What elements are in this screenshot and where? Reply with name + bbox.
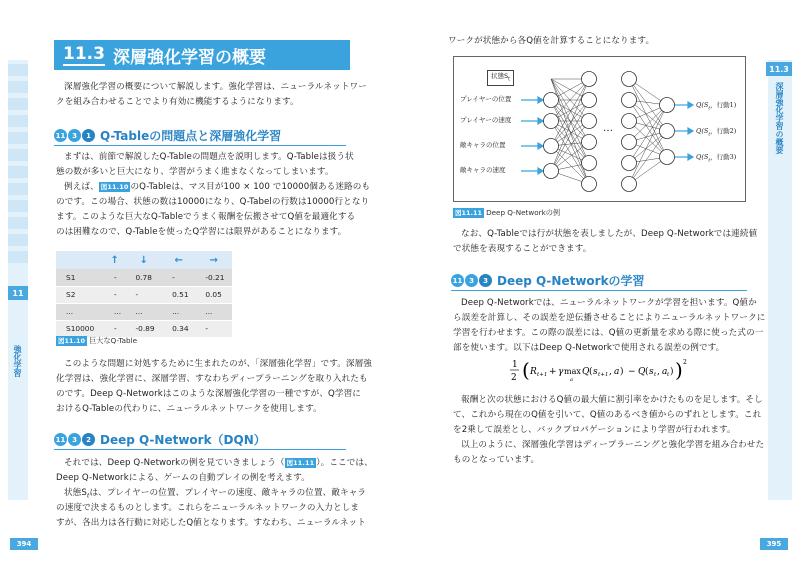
output-label-3: $Q(S_t$，行動3) [696,153,737,164]
right-para1-line-1: なお、Q-Tableでは行が状態を表しましたが、Deep Q-Networkでは連続値 [461,229,758,239]
sub2-line-3a: 状態S [64,488,87,498]
table-cell: 0.05 [195,286,232,303]
svg-text:R: R [530,367,537,377]
subsection-heading-1 [54,126,346,146]
sub3-line-4: 部を使います。以下はDeep Q-Networkで使用される誤差の例です。 [453,343,725,353]
sub1-line-2: 態の数が多いと巨大になり、学習がうまく進まなくなってしまいます。 [56,167,334,177]
right-top-line: ワークが状態から各Q値を計算することになります。 [448,36,655,46]
sub3-line-2: ら誤差を計算し、その誤差を逆伝播させることによりニューラルネットワークに [453,313,766,323]
svg-text:s: s [593,367,598,377]
svg-text:s: s [649,367,654,377]
subsection-heading-3 [451,271,747,291]
table-cell: - [104,320,125,337]
svg-text:−: − [628,367,636,377]
table-row [56,269,232,286]
svg-text:a: a [570,377,573,383]
q-table-header [56,251,232,269]
input-label-3: 敵キャラの位置 [460,141,506,149]
table-cell: ... [56,303,104,320]
subsection-title-3: Deep Q-Networkの学習 [497,274,645,288]
table-cell: - [195,320,232,337]
subsection-heading-2 [54,430,346,450]
table-caption-tag: 図11.10 [58,337,86,345]
state-label-box [487,70,514,86]
state-sub: t [508,76,511,83]
svg-text:,: , [657,367,660,377]
right-para1-line-2: で状態を表現することができます。 [453,244,592,254]
section-title: 深層強化学習の概要 [112,47,266,68]
table-row [56,286,232,303]
table-cell: - [162,269,195,286]
table-cell: - [125,286,162,303]
svg-text:,: , [609,367,612,377]
table-cell: S2 [56,286,104,303]
diagram-caption-text: Deep Q-Networkの例 [486,208,561,217]
svg-text:2: 2 [511,373,517,383]
side-label-right: 深層強化学習の概要 [775,82,784,154]
para2-line-3: のです。Deep Q-Networkはこのような深層強化学習の一種ですが、Q学習に [56,389,361,399]
table-cell: -0.21 [195,269,232,286]
q-table-header-left: ← [162,251,195,269]
q-table-header-up: ↑ [104,251,125,269]
badge-section: 3 [465,274,478,287]
table-cell: S1 [56,269,104,286]
output-label-1: $Q(S_t$，行動1) [696,101,737,112]
output-q-1: Q(S [696,101,709,109]
sub1-line-4: のです。この場合、状態の数は10000になり、Q-Tabelの行数は10000行となり [56,197,370,207]
sub1-line-3b: のQ-Tableは、マス目が100 × 100 で10000個ある迷路のも [130,182,371,192]
chapter-tab-left: 11 [8,286,28,300]
hidden-ellipsis: … [603,123,613,134]
svg-text:a: a [614,367,620,377]
subscript-t: t [86,492,90,500]
badge-section: 3 [68,129,81,142]
sub1-line-3a: 例えば、 [64,182,99,192]
sub1-line-3 [64,180,370,195]
para3-line-3: を2乗して誤差とし、バックプロパゲーションにより学習が行われます。 [453,425,736,435]
svg-text:(: ( [589,367,593,377]
table-cell: ... [104,303,125,320]
svg-text:a: a [662,367,668,377]
section-title-bar [54,40,350,70]
sub3-line-3: 学習を行わせます。この際の誤差には、Q値の更新量を求める際に使った式の一 [453,328,764,338]
badge-sub: 2 [82,433,95,446]
q-table-header-cell [56,251,104,269]
svg-text:max: max [564,367,581,376]
table-cell: S10000 [56,320,104,337]
input-label-2: プレイヤーの速度 [460,116,512,124]
svg-text:(: ( [645,367,649,377]
table-caption-text: 巨大なQ-Table [89,336,138,345]
q-table-header-right: → [195,251,232,269]
output-action-2: ，行動2) [710,127,737,135]
badge-chapter: 11 [451,274,464,287]
sub1-line-6: のは困難なので、Q-Tableを使ったQ学習には限界があることになります。 [56,227,347,237]
svg-text:(: ( [522,358,530,382]
sub2-line-1a: それでは、Deep Q-Networkの例を見ていきましょう（ [64,458,285,468]
table-cell: - [104,269,125,286]
table-cell: ... [125,303,162,320]
table-cell: 0.78 [125,269,162,286]
svg-text:t+1: t+1 [537,372,548,378]
para2-line-1: このような問題に対処するために生まれたのが、「深層強化学習」です。深層強 [64,359,372,369]
sub2-line-2: Deep Q-Networkによる、ゲームの自動プレイの例を考えます。 [56,473,310,483]
q-table [56,251,232,338]
para3-line-5: ものとなっています。 [453,455,540,465]
svg-text:+: + [549,367,557,377]
svg-text:Q: Q [638,367,646,377]
state-label: 状態S [491,72,509,80]
subsection-title-1: Q-Tableの問題点と深層強化学習 [100,129,282,143]
svg-text:Q: Q [582,367,590,377]
input-label-1: プレイヤーの位置 [460,95,512,103]
svg-text:1: 1 [512,360,518,370]
svg-text:): ) [670,367,674,377]
output-q-3: Q(S [696,153,709,161]
dqn-diagram [453,56,746,202]
diagram-caption-tag: 図11.11 [455,209,483,217]
intro-line-2: クを組み合わせることでより有効に機能するようになります。 [56,97,299,107]
table-cell: ... [195,303,232,320]
para3-line-2: て、これから現在のQ値を引いて、Q値のあるべき値からのずれとします。これ [453,410,762,420]
input-label-4: 敵キャラの速度 [460,166,506,174]
diagram-caption [453,208,560,218]
q-table-header-down: ↓ [125,251,162,269]
section-tab-right: 11.3 [766,62,792,76]
page-number-right: 395 [760,538,788,550]
sub2-line-1b: ）。ここでは、 [316,458,373,468]
badge-section: 3 [68,433,81,446]
left-strip-blocks [8,64,28,268]
table-caption [56,336,137,346]
intro-line-1: 深層強化学習の概要について解説します。強化学習は、ニューラルネットワー [64,82,367,92]
output-action-1: ，行動1) [710,101,737,109]
table-row [56,320,232,337]
error-equation-svg [508,356,708,386]
fig-ref-11-11: 図11.11 [286,459,315,467]
sub1-line-5: ます。このような巨大なQ-Tableでうまく報酬を伝搬させてQ値を最適化する [56,212,356,222]
table-cell: ... [162,303,195,320]
output-action-3: ，行動3) [710,153,737,161]
badge-chapter: 11 [54,433,67,446]
table-cell: 0.51 [162,286,195,303]
svg-text:t: t [654,372,657,378]
fig-ref-11-10: 図11.10 [100,183,129,191]
sub2-line-1 [64,456,373,471]
error-equation [508,356,708,389]
svg-text:t+1: t+1 [598,372,609,378]
sub2-line-4: の速度で決まるものとします。これらをニューラルネットワークの入力としま [56,503,360,513]
output-label-2: $Q(S_t$，行動2) [696,127,737,138]
sub1-line-1: まずは、前節で解説したQ-Tableの問題点を説明します。Q-Tableは扱う状 [64,152,354,162]
badge-chapter: 11 [54,129,67,142]
subsection-title-2: Deep Q-Network（DQN） [100,433,266,447]
badge-sub: 1 [82,129,95,142]
badge-sub: 3 [479,274,492,287]
para3-line-4: 以上のように、深層強化学習はディープラーニングと強化学習を組み合わせた [461,440,765,450]
sub2-line-3b: は、プレイヤーの位置、プレイヤーの速度、敵キャラの位置、敵キャラ [89,488,367,498]
para2-line-2: 化学習は、強化学習に、深層学習、すなわちディープラーニングを取り入れたも [56,374,368,384]
svg-text:2: 2 [683,359,687,366]
side-label-left: 強化学習 [13,345,22,377]
output-q-2: Q(S [696,127,709,135]
svg-text:γ: γ [558,367,564,377]
table-cell: - [104,286,125,303]
svg-text:): ) [675,358,683,382]
sub3-line-1: Deep Q-Networkでは、ニューラルネットワークが学習を担います。Q値か [461,298,757,308]
svg-text:t: t [667,372,670,378]
page-number-left: 394 [10,538,38,550]
section-number: 11.3 [63,44,105,64]
para3-line-1: 報酬と次の状態におけるQ値の最大値に割引率をかけたものを足します。そし [461,395,763,405]
table-cell: -0.89 [125,320,162,337]
table-row [56,303,232,320]
sub2-line-5: すが、各出力は各行動に対応したQ値となります。すなわち、ニューラルネット [56,518,366,528]
para2-line-4: おけるQ-Tableの代わりに、ニューラルネットワークを使用します。 [56,404,322,414]
table-cell: 0.34 [162,320,195,337]
svg-text:): ) [620,367,624,377]
